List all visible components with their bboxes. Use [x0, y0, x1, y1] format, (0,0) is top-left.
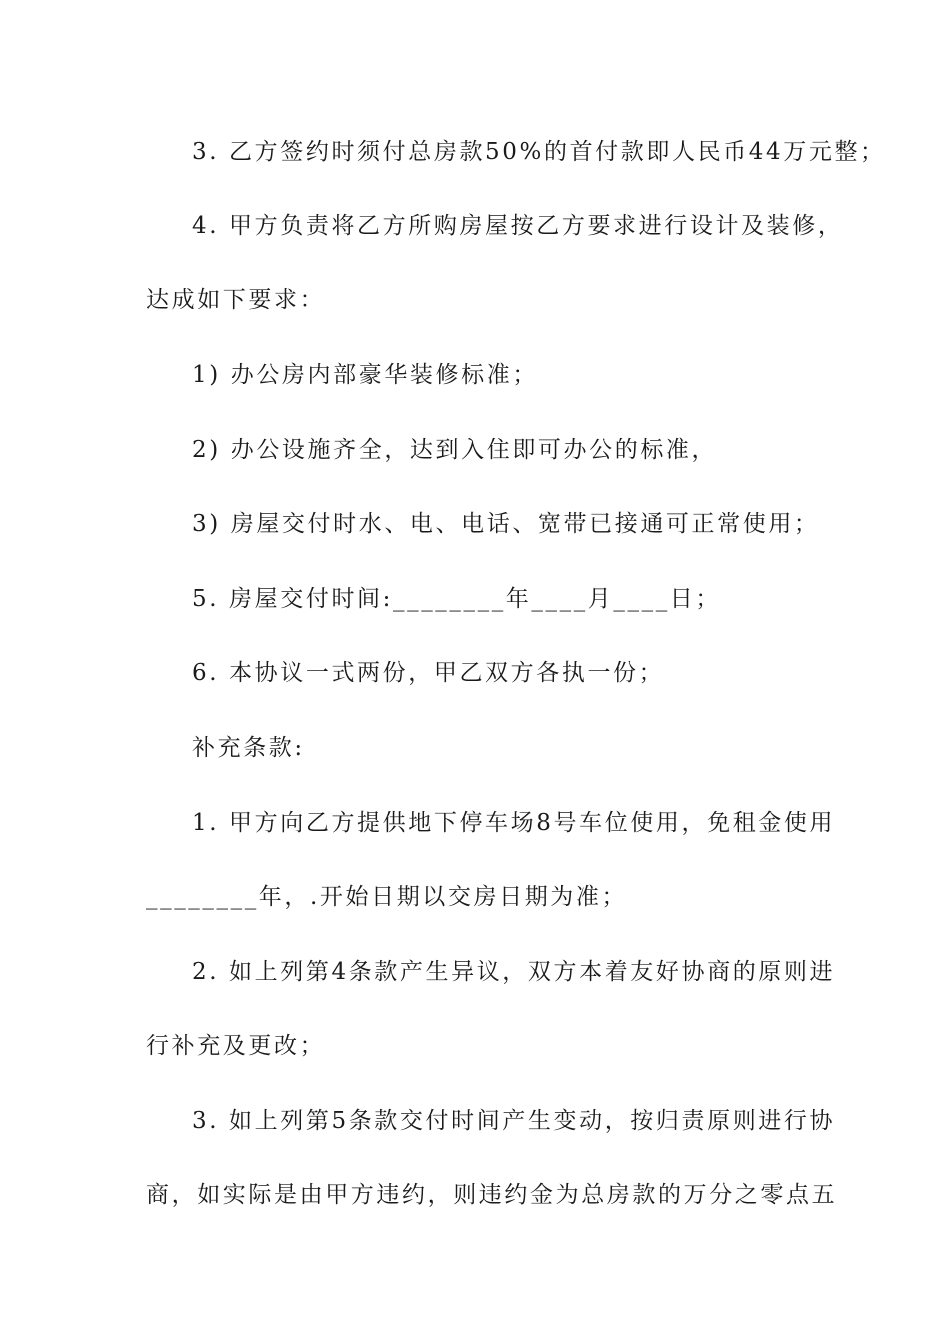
- supplementary-1-parking: 1. 甲方向乙方提供地下停车场8号车位使用，免租金使用: [192, 810, 836, 836]
- clause-4-decoration: 4. 甲方负责将乙方所购房屋按乙方要求进行设计及装修，: [192, 213, 844, 239]
- supplementary-1-continuation: ________年，.开始日期以交房日期为准；: [146, 884, 628, 910]
- supplementary-2-continuation: 行补充及更改；: [146, 1033, 326, 1059]
- requirement-1: 1) 办公房内部豪华装修标准；: [192, 362, 538, 388]
- supplementary-3-delivery-change: 3. 如上列第5条款交付时间产生变动，按归责原则进行协: [192, 1108, 836, 1134]
- clause-4-continuation: 达成如下要求：: [146, 287, 326, 313]
- supplementary-3-continuation: 商，如实际是由甲方违约，则违约金为总房款的万分之零点五: [146, 1182, 838, 1208]
- clause-3-down-payment: 3. 乙方签约时须付总房款50%的首付款即人民币44万元整；: [192, 139, 886, 165]
- clause-5-delivery-date: 5. 房屋交付时间:________年____月____日；: [192, 586, 722, 612]
- supplementary-2-dispute: 2. 如上列第4条款产生异议，双方本着友好协商的原则进: [192, 959, 836, 985]
- requirement-3: 3) 房屋交付时水、电、电话、宽带已接通可正常使用；: [192, 511, 820, 537]
- supplementary-heading: 补充条款:: [192, 735, 305, 761]
- clause-6-copies: 6. 本协议一式两份，甲乙双方各执一份；: [192, 660, 665, 686]
- requirement-2: 2) 办公设施齐全，达到入住即可办公的标准，: [192, 437, 718, 463]
